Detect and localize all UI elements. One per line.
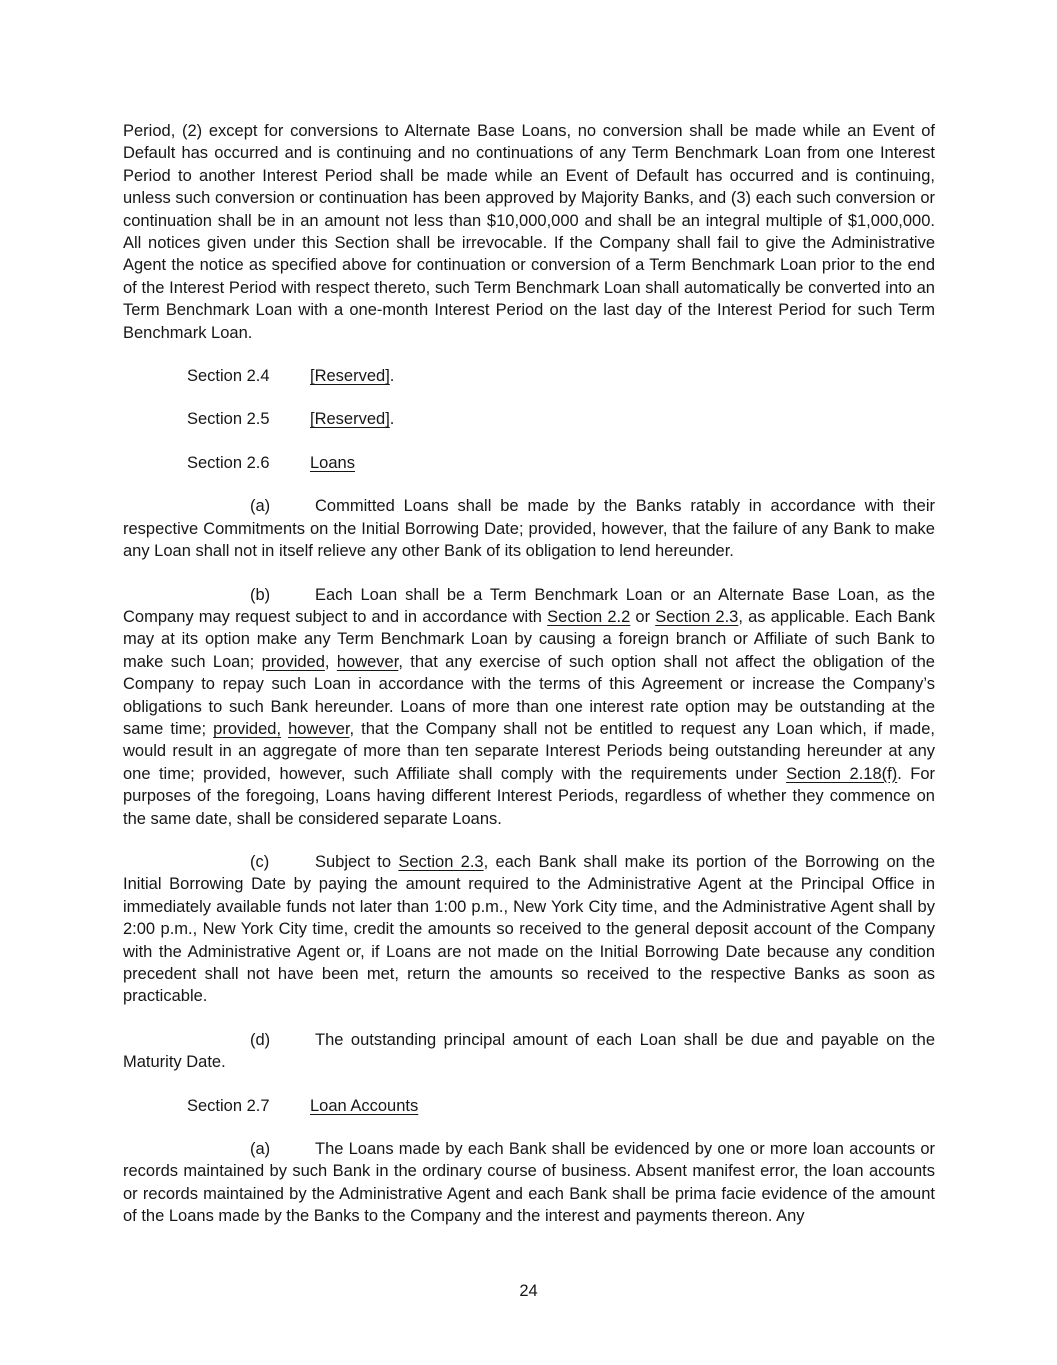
text-run: The outstanding principal amount of each Loan shall be due and payable on the Maturity Date. [123,1030,935,1072]
section-heading [123,408,935,430]
paragraph [123,584,935,830]
section-label: Section 2.6 [187,453,270,472]
underlined-text: Section 2.2 [547,607,631,626]
underlined-text: Section 2.3 [398,852,484,871]
section-label: Section 2.7 [187,1096,270,1115]
text-run: . For purposes of the foregoing, Loans having different Interest Periods, regardless of whether they commence on the same date, shall be considered separate Loans. [123,764,935,828]
underlined-text: Section 2.18(f) [786,764,898,783]
text-run: , as applicable. Each Bank may at its option make any Term Benchmark Loan by causing a foreign branch or Affiliate of such Bank to make such Loan; [123,607,936,671]
section-title: [Reserved] [310,410,390,429]
section-title: Loan Accounts [310,1096,419,1115]
section-heading [123,452,935,474]
section-heading [123,365,935,387]
text-run: Period, (2) except for conversions to Alternate Base Loans, no conversion shall be made while an Event of Default has occurred and is continuing and no continuations of any Term Benchmark Loan from one Interest Period to another Interest Period shall be made while an Event of Default has occurred and is continuing, unless such conversion or continuation has been approved by Majority Banks, and (3) each such conversion or continuation shall be in an amount not less than $10,000,000 and shall be an integral multiple of $1,000,000. All notices given under this Section shall be irrevocable. If the Company shall fail to give the Administrative Agent the notice as specified above for continuation or conversion of a Term Benchmark Loan prior to the end of the Interest Period with respect thereto, such Term Benchmark Loan shall automatically be converted into an Term Benchmark Loan with a one-month Interest Period on the last day of the Interest Period for such Term Benchmark Loan. [123,122,935,342]
section-label: Section 2.4 [187,367,270,386]
paragraph [123,495,935,562]
paragraph-label: (a) [250,1140,271,1159]
section-title: Loans [310,453,355,472]
text-run: , that the Company shall not be entitled to request any Loan which, if made, would result in an aggregate of more than ten separate Interest Periods being outstanding hereunder at any one time; provided, however, such Affiliate shall comply with the requirements under [123,719,935,783]
paragraph [123,1138,935,1228]
section-suffix: . [389,410,395,429]
text-run: , [324,652,337,671]
text-run: , that any exercise of such option shall not affect the obligation of the Company to repay such Loan in accordance with the terms of this Agreement or increase the Company’s obligations to such Bank hereunder. Loans of more than one interest rate option may be outstanding at the same time; [123,652,935,738]
underlined-text: Section 2.3 [655,607,739,626]
paragraph [123,1029,935,1074]
section-label: Section 2.5 [187,410,270,429]
paragraph [123,851,935,1008]
document-body [123,120,935,1249]
section-suffix: . [389,367,395,386]
underlined-text: provided [261,652,325,671]
text-run: , each Bank shall make its portion of the Borrowing on the Initial Borrowing Date by paying the amount required to the Administrative Agent at the Principal Office in immediately available funds not later than 1:00 p.m., New York City time, and the Administrative Agent shall by 2:00 p.m., New York City time, credit the amounts so received to the general deposit account of the Company with the Administrative Agent or, if Loans are not made on the Initial Borrowing Date because any condition precedent shall not have been met, return the amounts so received to the respective Banks as soon as practicable. [123,852,936,1006]
paragraph-label: (b) [250,585,271,604]
text-run: Subject to [315,852,399,871]
paragraph-label: (a) [250,497,271,516]
underlined-text: provided, [213,719,282,738]
text-run: Each Loan shall be a Term Benchmark Loan or an Alternate Base Loan, as the Company may request subject to and in accordance with [123,585,935,626]
text-run: Committed Loans shall be made by the Banks ratably in accordance with their respective Commitments on the Initial Borrowing Date; provided, however, that the failure of any Bank to make any Loan shall not in itself relieve any other Bank of its obligation to lend hereunder. [123,497,935,561]
paragraph [123,120,935,344]
page-number: 24 [519,1282,538,1300]
paragraph-label: (c) [250,852,270,871]
section-title: [Reserved] [310,367,390,386]
underlined-text: however [288,719,350,738]
text-run: The Loans made by each Bank shall be evidenced by one or more loan accounts or records maintained by such Bank in the ordinary course of business. Absent manifest error, the loan accounts or records maintained by the Administrative Agent and each Bank shall be prima facie evidence of the amount of the Loans made by the Banks to the Company and the interest and payments thereon. Any [123,1140,935,1226]
paragraph-label: (d) [250,1030,271,1049]
text-run: or [630,607,656,626]
underlined-text: however [336,652,399,671]
section-heading [123,1095,935,1117]
